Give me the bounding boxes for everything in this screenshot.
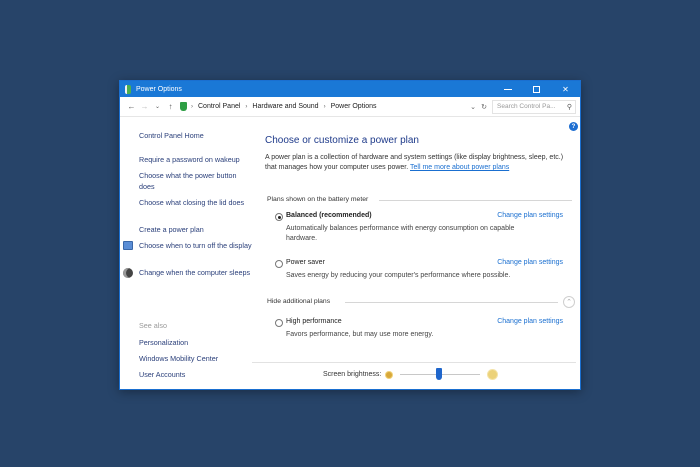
change-plan-settings-link[interactable]: Change plan settings [497,212,563,219]
title-bar[interactable] [120,81,580,97]
page-title: Choose or customize a power plan [265,135,419,146]
group-divider [345,302,558,303]
brightness-slider-thumb[interactable] [436,368,442,380]
control-panel-icon [180,102,187,111]
radio-power-saver[interactable] [275,260,283,268]
plan-description: Favors performance, but may use more energy. [286,331,434,338]
battery-meter-group-label: Plans shown on the battery meter [267,196,369,203]
power-options-window [119,80,581,390]
group-divider [379,200,572,201]
screen-brightness-control [323,370,497,379]
see-also-heading: See also [139,321,167,330]
search-input[interactable] [492,100,576,114]
radio-balanced[interactable] [275,213,283,221]
breadcrumb-power-options[interactable]: Power Options [330,103,377,110]
sidebar-item-label: Choose when to turn off the display [139,241,252,250]
recent-locations-chevron-icon[interactable]: ⌄ [154,104,161,110]
window-controls [493,81,580,97]
main-content [265,118,580,389]
breadcrumb-hardware-and-sound[interactable]: Hardware and Sound [252,103,319,110]
plan-name[interactable]: Power saver [286,259,325,266]
close-button[interactable] [551,81,580,97]
sidebar-item-label: Change when the computer sleeps [139,268,251,277]
monitor-icon [123,241,133,250]
bright-sun-icon [488,370,497,379]
sidebar-item-control-panel-home[interactable]: Control Panel Home [139,131,204,140]
sidebar-item-power-button[interactable]: Choose what the power button does [139,171,237,191]
sidebar-item-require-password[interactable]: Require a password on wakeup [139,155,240,164]
plan-name[interactable]: High performance [286,318,342,325]
tell-me-more-link[interactable]: Tell me more about power plans [410,164,510,171]
power-options-icon [125,85,131,94]
page-description [265,153,565,173]
sidebar-item-closing-lid[interactable]: Choose what closing the lid does [139,198,245,207]
footer-divider [252,362,576,363]
description-text: A power plan is a collection of hardware and system settings (like display brightness, sleep, etc.) that manages how your computer uses power. [265,154,564,171]
maximize-button[interactable] [522,81,551,97]
window-title: Power Options [136,85,182,93]
breadcrumb-control-panel[interactable]: Control Panel [198,103,241,110]
dim-sun-icon [386,372,392,378]
sidebar [120,118,255,389]
sidebar-item-mobility-center[interactable]: Windows Mobility Center [139,354,219,363]
address-bar [120,97,580,117]
address-dropdown-icon[interactable]: ⌄ [470,103,476,111]
back-button[interactable]: ← [127,102,136,111]
address-actions [468,103,490,111]
minimize-button[interactable] [493,81,522,97]
close-icon: ✕ [562,84,569,94]
plan-name[interactable]: Balanced (recommended) [286,212,372,219]
sidebar-item-personalization[interactable]: Personalization [139,338,189,347]
forward-button[interactable]: → [140,102,149,111]
search-placeholder: Search Control Pa... [497,103,556,110]
change-plan-settings-link[interactable]: Change plan settings [497,318,563,325]
collapse-chevron-icon[interactable]: ⌃ [563,296,575,308]
sidebar-item-computer-sleeps[interactable] [139,267,254,278]
hide-additional-plans-label[interactable]: Hide additional plans [267,298,331,305]
sidebar-item-user-accounts[interactable]: User Accounts [139,370,186,379]
breadcrumb-separator[interactable]: › [245,103,248,110]
breadcrumb-separator: › [191,103,193,110]
refresh-button[interactable]: ↻ [481,103,487,111]
breadcrumb[interactable] [191,100,468,114]
plan-description: Automatically balances performance with energy consumption on capable hardware. [286,225,515,242]
help-icon[interactable]: ? [569,122,578,131]
search-icon[interactable]: ⚲ [566,103,572,111]
change-plan-settings-link[interactable]: Change plan settings [497,259,563,266]
moon-icon [123,268,133,278]
sidebar-item-create-plan[interactable]: Create a power plan [139,225,204,234]
radio-high-performance[interactable] [275,319,283,327]
minimize-icon [504,89,512,90]
brightness-slider[interactable] [400,374,480,375]
maximize-icon [533,86,540,93]
window-body [120,118,580,389]
breadcrumb-separator[interactable]: › [323,103,326,110]
brightness-label: Screen brightness: [323,371,382,378]
up-button[interactable]: ↑ [168,102,173,111]
sidebar-item-turn-off-display[interactable] [139,240,254,251]
plan-description: Saves energy by reducing your computer's performance where possible. [286,272,511,279]
